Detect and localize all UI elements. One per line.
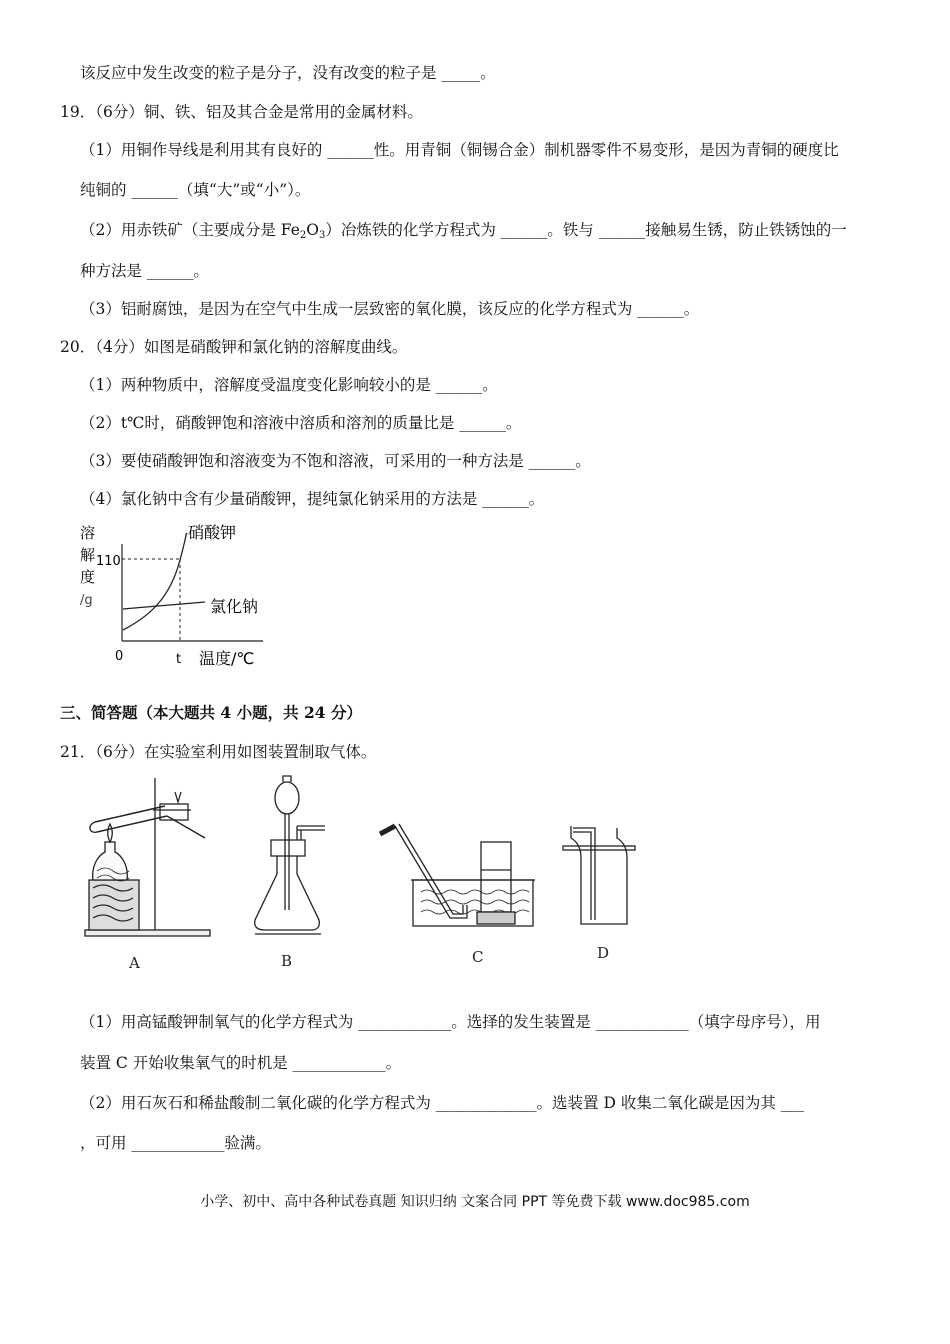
question-19-part3: （3）铝耐腐蚀，是因为在空气中生成一层致密的氧化膜，该反应的化学方程式为 ______。 <box>80 300 700 318</box>
apparatus-d <box>563 826 635 924</box>
curve-kno3 <box>123 533 187 630</box>
question-20-title: 20．（4分）如图是硝酸钾和氯化钠的溶解度曲线。 <box>60 338 408 356</box>
question-21-title: 21．（6分）在实验室利用如图装置制取气体。 <box>60 743 377 761</box>
label-nacl: 氯化钠 <box>210 597 259 616</box>
question-19-part2-line1 <box>80 220 847 240</box>
section-3-heading: 三、简答题（本大题共 4 小题，共 24 分） <box>60 703 362 722</box>
ylabel-char-4: /g <box>80 593 93 608</box>
y-tick-110: 110 <box>96 554 121 569</box>
label-d: D <box>597 944 610 962</box>
q19-2-sub2: 3 <box>318 230 326 241</box>
question-21-part2-line2: ，可用 ____________验满。 <box>80 1134 271 1152</box>
question-19-title: 19．（6分）铜、铁、铝及其合金是常用的金属材料。 <box>60 103 423 121</box>
label-a: A <box>129 954 140 972</box>
solubility-curve-chart <box>70 518 300 678</box>
ylabel-char-1: 溶 <box>80 524 96 542</box>
q18-tail-line: 该反应中发生改变的粒子是分子，没有改变的粒子是 _____。 <box>80 64 496 82</box>
question-19-part2-line2: 种方法是 ______。 <box>80 262 209 280</box>
lab-apparatus-figure <box>75 770 655 975</box>
question-20-part1: （1）两种物质中，溶解度受温度变化影响较小的是 ______。 <box>80 376 498 394</box>
q19-2-sub1: 2 <box>299 230 307 241</box>
x-origin-label: 0 <box>115 649 124 664</box>
question-19-part1-line2: 纯铜的 ______（填“大”或“小”）。 <box>80 181 311 199</box>
question-20-part2: （2）t℃时，硝酸钾饱和溶液中溶质和溶剂的质量比是 ______。 <box>80 414 522 432</box>
apparatus-a <box>85 778 210 936</box>
q19-2-pre: （2）用赤铁矿（主要成分是 Fe <box>80 221 300 239</box>
q19-2-post: ）冶炼铁的化学方程式为 ______。铁与 ______接触易生锈，防止铁锈蚀的一 <box>325 221 847 239</box>
page-footer: 小学、初中、高中各种试卷真题 知识归纳 文案合同 PPT 等免费下载 www.doc985.com <box>200 1194 750 1210</box>
y-axis-label <box>80 524 95 608</box>
question-21-part1-line1: （1）用高锰酸钾制氧气的化学方程式为 ____________。选择的发生装置是 ____________（填字母序号），用 <box>80 1013 821 1031</box>
q19-2-mid: O <box>306 221 319 239</box>
ylabel-char-2: 解 <box>80 546 96 564</box>
label-b: B <box>281 952 293 970</box>
question-21-part1-line2: 装置 C 开始收集氧气的时机是 ____________。 <box>80 1054 402 1072</box>
ylabel-char-3: 度 <box>80 568 96 586</box>
question-21-part2-line1: （2）用石灰石和稀盐酸制二氧化碳的化学方程式为 _____________。选装置 D 收集二氧化碳是因为其 ___ <box>80 1094 804 1112</box>
x-tick-t: t <box>176 652 182 667</box>
question-20-part4: （4）氯化钠中含有少量硝酸钾，提纯氯化钠采用的方法是 ______。 <box>80 490 545 508</box>
label-c: C <box>472 948 484 966</box>
curve-nacl <box>123 602 205 609</box>
question-20-part3: （3）要使硝酸钾饱和溶液变为不饱和溶液，可采用的一种方法是 ______。 <box>80 452 591 470</box>
x-axis-label: 温度/℃ <box>199 649 255 668</box>
apparatus-b <box>255 776 325 934</box>
label-kno3: 硝酸钾 <box>188 523 237 542</box>
apparatus-c <box>380 824 535 926</box>
question-19-part1-line1: （1）用铜作导线是利用其有良好的 ______性。用青铜（铜锡合金）制机器零件不易变形，是因为青铜的硬度比 <box>80 141 839 159</box>
